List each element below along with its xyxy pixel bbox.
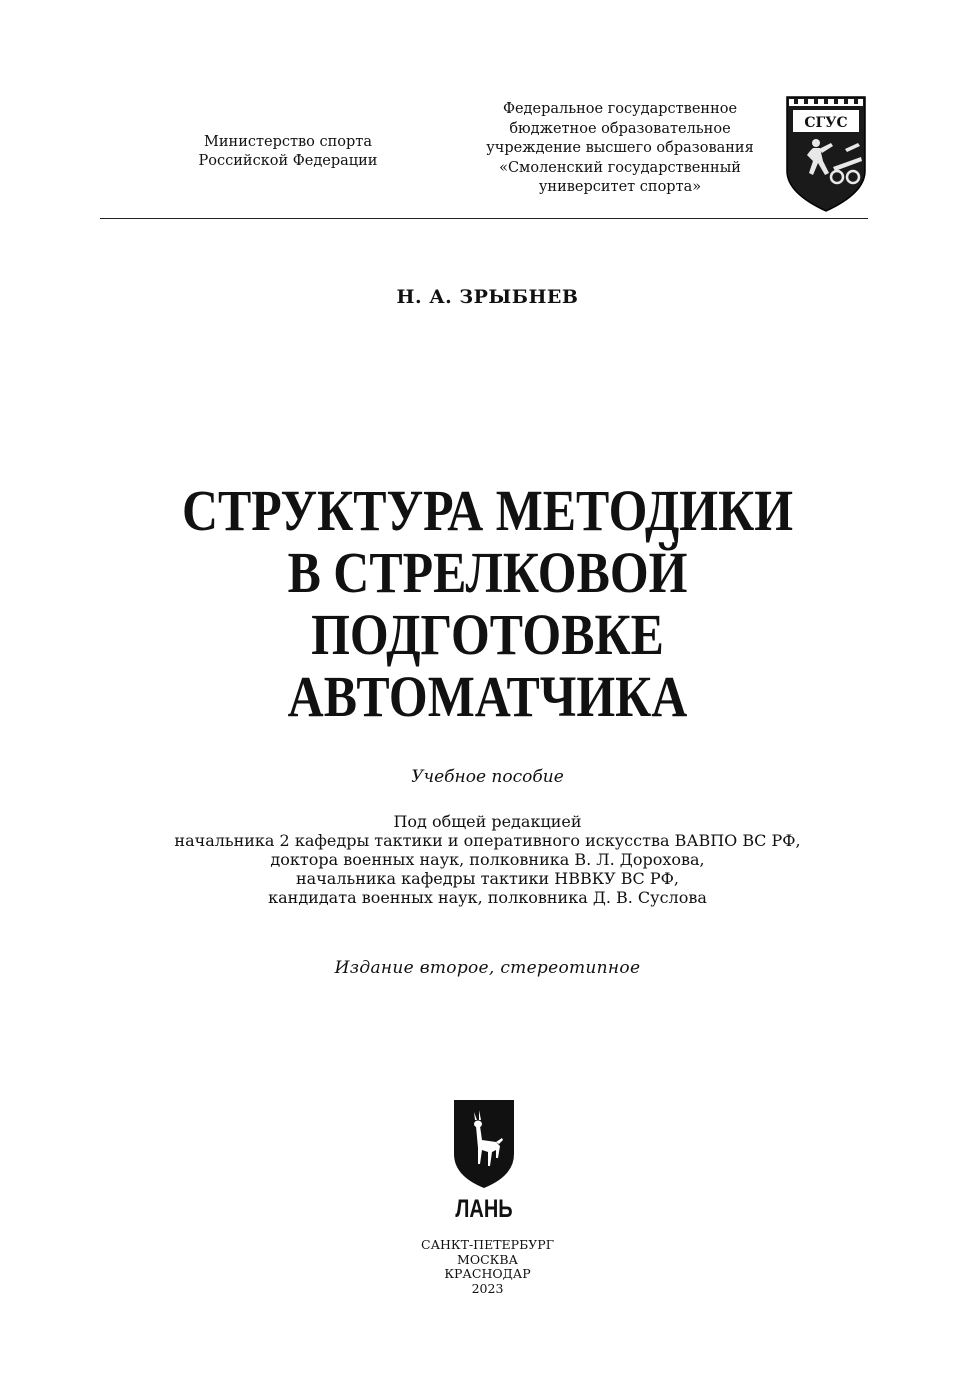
title-line: В СТРЕЛКОВОЙ: [287, 540, 688, 605]
editors-line: кандидата военных наук, полковника Д. В. Суслова: [268, 888, 707, 907]
publisher-logo-text: ЛАНЬ: [455, 1194, 513, 1222]
imprint-line: САНКТ-ПЕТЕРБУРГ: [421, 1237, 554, 1252]
author-name: Н. А. ЗРЫБНЕВ: [396, 286, 579, 308]
university-line: бюджетное образовательное: [509, 120, 731, 137]
imprint-block: [0, 1238, 975, 1296]
edition-note: Издание второе, стереотипное: [334, 958, 641, 978]
ministry-line: Российской Федерации: [198, 153, 378, 169]
university-line: университет спорта»: [538, 179, 702, 195]
university-crest-icon: [783, 93, 869, 213]
book-subtitle: Учебное пособие: [411, 767, 564, 787]
ministry-line: Министерство спорта: [204, 134, 372, 150]
university-line: учреждение высшего образования: [486, 140, 754, 156]
title-line: ПОДГОТОВКЕ: [311, 602, 664, 667]
book-title: [68, 480, 907, 728]
title-line: СТРУКТУРА МЕТОДИКИ: [181, 478, 794, 543]
title-line: АВТОМАТЧИКА: [287, 664, 688, 729]
editors-line: начальника 2 кафедры тактики и оперативного искусства ВАВПО ВС РФ,: [174, 831, 801, 850]
editors-line: начальника кафедры тактики НВВКУ ВС РФ,: [296, 869, 679, 888]
university-line: Федеральное государственное: [502, 101, 738, 117]
ministry-block: [178, 133, 398, 171]
header-divider: [100, 218, 868, 219]
university-block: [470, 100, 770, 198]
university-line: «Смоленский государственный: [499, 159, 741, 176]
imprint-line: КРАСНОДАР: [444, 1266, 531, 1281]
imprint-line: МОСКВА: [457, 1251, 518, 1267]
editors-line: Под общей редакцией: [393, 812, 582, 831]
publisher-logo-icon: [452, 1098, 516, 1222]
editors-block: [0, 812, 975, 907]
imprint-year: 2023: [471, 1280, 504, 1296]
editors-line: доктора военных наук, полковника В. Л. Дорохова,: [270, 850, 705, 869]
crest-text: СГУС: [804, 115, 848, 131]
